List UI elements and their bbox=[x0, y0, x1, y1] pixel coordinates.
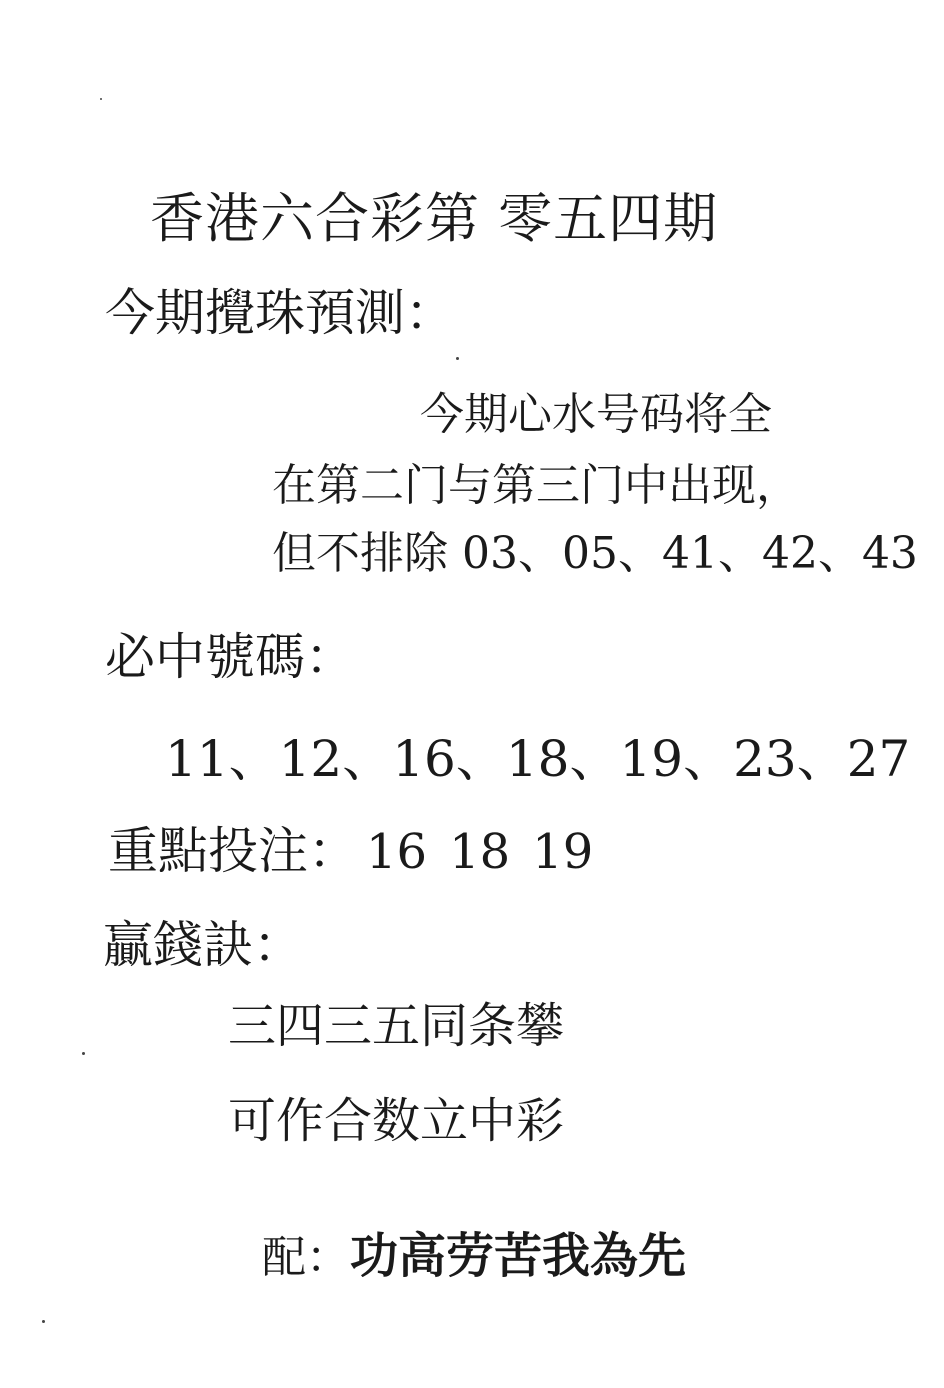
prediction-line-3: 但不排除 03、05、41、42、43 bbox=[272, 528, 918, 579]
scan-speck bbox=[82, 1052, 85, 1055]
prediction-heading: 今期攪珠預測： bbox=[105, 284, 455, 342]
focus-bet-numbers bbox=[366, 824, 615, 880]
scan-speck bbox=[42, 1320, 45, 1323]
pair-label: 配： bbox=[262, 1232, 350, 1283]
focus-number: 18 bbox=[449, 824, 511, 880]
must-win-heading: 必中號碼： bbox=[105, 628, 355, 686]
focus-bet-heading: 重點投注： bbox=[108, 822, 358, 880]
focus-bet-row bbox=[108, 822, 615, 880]
pair-row bbox=[262, 1228, 687, 1284]
scan-speck bbox=[100, 98, 102, 100]
secret-verse-1: 三四三五同条攀 bbox=[228, 998, 565, 1054]
prediction-line-1: 今期心水号码将全 bbox=[420, 389, 772, 440]
prediction-line-2: 在第二门与第三门中出现， bbox=[272, 460, 800, 511]
scan-speck bbox=[456, 357, 459, 360]
page-title: 香港六合彩第 零五四期 bbox=[150, 187, 719, 250]
secret-heading: 贏錢訣： bbox=[103, 916, 303, 974]
pair-text: 功高劳苦我為先 bbox=[350, 1228, 687, 1284]
focus-number: 16 bbox=[366, 824, 428, 880]
must-win-numbers: 11、12、16、18、19、23、27 bbox=[165, 730, 911, 788]
secret-verse-2: 可作合数立中彩 bbox=[228, 1093, 565, 1149]
focus-number: 19 bbox=[532, 824, 594, 880]
